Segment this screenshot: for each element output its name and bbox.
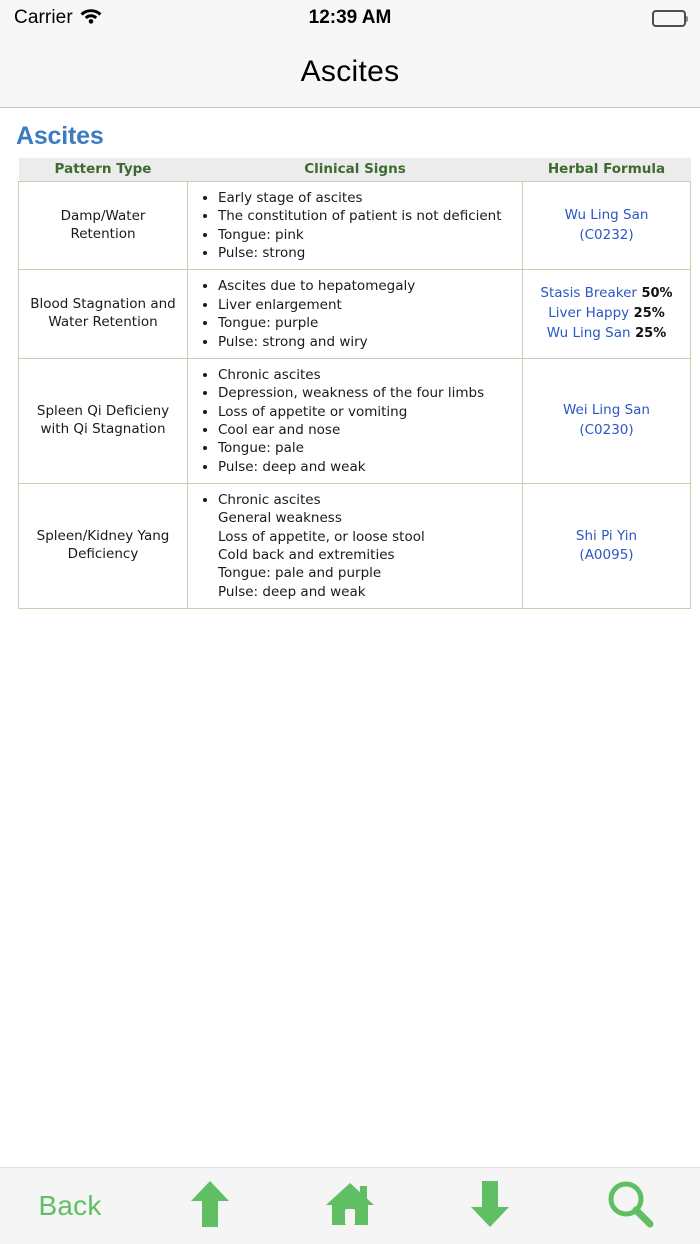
herbal-formula-cell <box>523 358 691 483</box>
table-header <box>19 158 691 182</box>
scroll-down-button[interactable] <box>420 1168 560 1244</box>
table-row <box>19 182 691 270</box>
search-icon <box>605 1179 655 1233</box>
formula-link[interactable]: Stasis Breaker <box>540 285 637 302</box>
pattern-table <box>18 158 691 609</box>
formula-link[interactable]: (A0095) <box>579 547 634 564</box>
clinical-sign-item: Pulse: deep and weak <box>218 583 366 600</box>
formula-line <box>527 527 686 547</box>
wifi-icon <box>80 7 102 30</box>
navigation-bar <box>0 36 700 108</box>
pattern-type-cell: Spleen/Kidney Yang Deficiency <box>19 484 188 609</box>
formula-line <box>527 206 686 226</box>
clinical-sign-item: Loss of appetite, or loose stool <box>218 528 425 545</box>
formula-link[interactable]: Wu Ling San <box>564 207 649 224</box>
status-bar-right <box>652 10 686 27</box>
status-bar <box>0 0 700 36</box>
clinical-sign-item: • Pulse: strong <box>218 244 516 262</box>
back-button[interactable] <box>0 1168 140 1244</box>
herbal-formula-cell <box>523 182 691 270</box>
home-button[interactable] <box>280 1168 420 1244</box>
scroll-up-button[interactable] <box>140 1168 280 1244</box>
carrier-label: Carrier <box>14 7 73 28</box>
clinical-sign-item: • Cool ear and nose <box>218 421 516 439</box>
formula-line <box>527 284 686 304</box>
clinical-signs-cell <box>188 484 523 609</box>
clinical-signs-list <box>192 277 516 350</box>
bottom-toolbar <box>0 1167 700 1244</box>
formula-link[interactable]: Wu Ling San <box>546 325 631 342</box>
formula-line <box>527 324 686 344</box>
home-icon <box>324 1180 376 1232</box>
arrow-down-icon <box>469 1179 511 1233</box>
status-bar-clock: 12:39 AM <box>308 7 392 28</box>
clinical-sign-item: • Depression, weakness of the four limbs <box>218 384 516 402</box>
clinical-sign-item: General weakness <box>218 510 342 527</box>
clinical-signs-cell <box>188 182 523 270</box>
clinical-sign-item: • Tongue: pale <box>218 439 516 457</box>
formula-percent: 25% <box>629 306 665 322</box>
clinical-sign-item: • Chronic ascites <box>218 491 516 509</box>
arrow-up-icon <box>189 1179 231 1233</box>
column-header-herbal-formula: Herbal Formula <box>523 158 691 182</box>
formula-percent: 50% <box>636 286 673 302</box>
table-row <box>19 270 691 358</box>
clinical-sign-item: Cold back and extremities <box>218 547 395 564</box>
clinical-sign-item: • Loss of appetite or vomiting <box>218 403 516 421</box>
search-button[interactable] <box>560 1168 700 1244</box>
formula-line <box>527 421 686 441</box>
table-row <box>19 358 691 483</box>
clinical-sign-item: • Tongue: pink <box>218 226 516 244</box>
formula-line <box>527 401 686 421</box>
pattern-type-cell: Blood Stagnation and Water Retention <box>19 270 188 358</box>
formula-line <box>527 304 686 324</box>
clinical-sign-item: • Tongue: purple <box>218 314 516 332</box>
article-heading: Ascites <box>16 122 104 150</box>
clinical-signs-list <box>192 366 516 476</box>
battery-full-icon <box>652 10 686 27</box>
clinical-sign-item: • Ascites due to hepatomegaly <box>218 277 516 295</box>
clinical-sign-item: • Liver enlargement <box>218 296 516 314</box>
table-body <box>19 182 691 609</box>
pattern-type-cell: Spleen Qi Deficieny with Qi Stagnation <box>19 358 188 483</box>
herbal-formula-cell <box>523 270 691 358</box>
formula-line <box>527 546 686 566</box>
clinical-sign-item: • Early stage of ascites <box>218 189 516 207</box>
herbal-formula-cell <box>523 484 691 609</box>
back-button-label: Back <box>38 1190 102 1221</box>
clinical-sign-item: • Pulse: strong and wiry <box>218 333 516 351</box>
table-header-row <box>19 158 691 182</box>
content-area <box>0 109 700 1168</box>
clinical-sign-item: • Pulse: deep and weak <box>218 458 516 476</box>
formula-line <box>527 226 686 246</box>
table-row <box>19 484 691 609</box>
page-title: Ascites <box>300 54 400 88</box>
clinical-signs-cell <box>188 270 523 358</box>
clinical-sign-item: • The constitution of patient is not deficient <box>218 207 516 225</box>
pattern-type-cell: Damp/Water Retention <box>19 182 188 270</box>
clinical-signs-cell <box>188 358 523 483</box>
formula-link[interactable]: (C0230) <box>579 421 634 438</box>
clinical-sign-item: • Chronic ascites <box>218 366 516 384</box>
column-header-pattern-type: Pattern Type <box>19 158 188 182</box>
column-header-clinical-signs: Clinical Signs <box>188 158 523 182</box>
formula-link[interactable]: Wei Ling San <box>563 402 650 419</box>
formula-link[interactable]: (C0232) <box>579 226 634 243</box>
formula-link[interactable]: Shi Pi Yin <box>575 527 638 544</box>
clinical-signs-list <box>192 491 516 601</box>
formula-percent: 25% <box>630 326 667 342</box>
formula-link[interactable]: Liver Happy <box>548 305 630 322</box>
clinical-signs-list <box>192 189 516 262</box>
clinical-sign-item: Tongue: pale and purple <box>218 565 382 582</box>
status-bar-left <box>14 7 102 30</box>
